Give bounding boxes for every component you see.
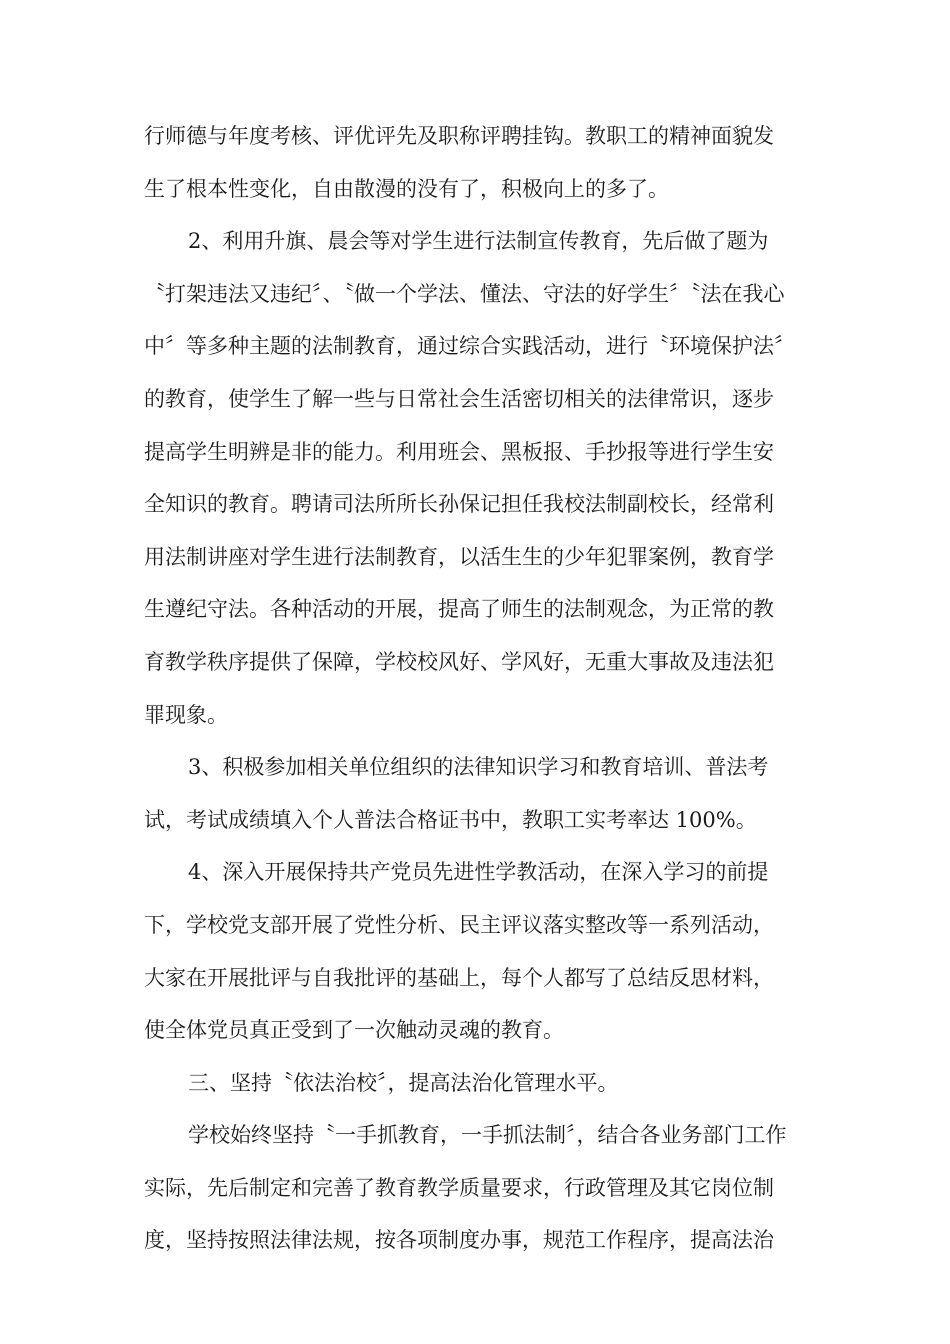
body-line: 全知识的教育。聘请司法所所长孙保记担任我校法制副校长，经常利 (144, 492, 774, 517)
body-line: 中〞等多种主题的法制教育，通过综合实践活动，进行〝环境保护法〞 (144, 334, 795, 359)
body-line: 生了根本性变化，自由散漫的没有了，积极向上的多了。 (144, 176, 669, 201)
body-line: 育教学秩序提供了保障，学校校风好、学风好，无重大事故及违法犯 (144, 649, 774, 674)
body-line: 度，坚持按照法律法规，按各项制度办事，规范工作程序，提高法治 (144, 1228, 774, 1253)
body-line: 生遵纪守法。各种活动的开展，提高了师生的法制观念，为正常的教 (144, 597, 774, 622)
body-line: 大家在开展批评与自我批评的基础上，每个人都写了总结反思材料， (144, 965, 774, 990)
paragraph-2-line: 2、利用升旗、晨会等对学生进行法制宣传教育，先后做了题为 (188, 229, 769, 254)
body-line: 使全体党员真正受到了一次触动灵魂的教育。 (144, 1018, 564, 1043)
body-line: 下，学校党支部开展了党性分析、民主评议落实整改等一系列活动， (144, 912, 774, 937)
body-line: 〝打架违法又违纪〞、〝做一个学法、懂法、守法的好学生〞〝法在我心 (144, 281, 785, 306)
document-body (144, 110, 808, 1267)
paragraph-4-line: 4、深入开展保持共产党员先进性学教活动，在深入学习的前提 (188, 860, 769, 885)
section-heading: 三、坚持〝依法治校〞，提高法治化管理水平。 (188, 1070, 619, 1095)
body-line: 试，考试成绩填入个人普法合格证书中，教职工实考率达 100%。 (144, 807, 757, 832)
body-line: 行师德与年度考核、评优评先及职称评聘挂钩。教职工的精神面貌发 (144, 124, 774, 148)
body-line: 用法制讲座对学生进行法制教育，以活生生的少年犯罪案例，教育学 (144, 544, 774, 569)
body-line: 实际，先后制定和完善了教育教学质量要求，行政管理及其它岗位制 (144, 1175, 774, 1200)
body-line: 提高学生明辨是非的能力。利用班会、黑板报、手抄报等进行学生安 (144, 439, 774, 464)
paragraph-3-line: 3、积极参加相关单位组织的法律知识学习和教育培训、普法考 (188, 755, 769, 780)
body-line: 罪现象。 (144, 702, 228, 727)
paragraph-line: 学校始终坚持〝一手抓教育，一手抓法制〞，结合各业务部门工作 (188, 1123, 787, 1148)
body-line: 的教育，使学生了解一些与日常社会生活密切相关的法律常识，逐步 (144, 386, 774, 411)
